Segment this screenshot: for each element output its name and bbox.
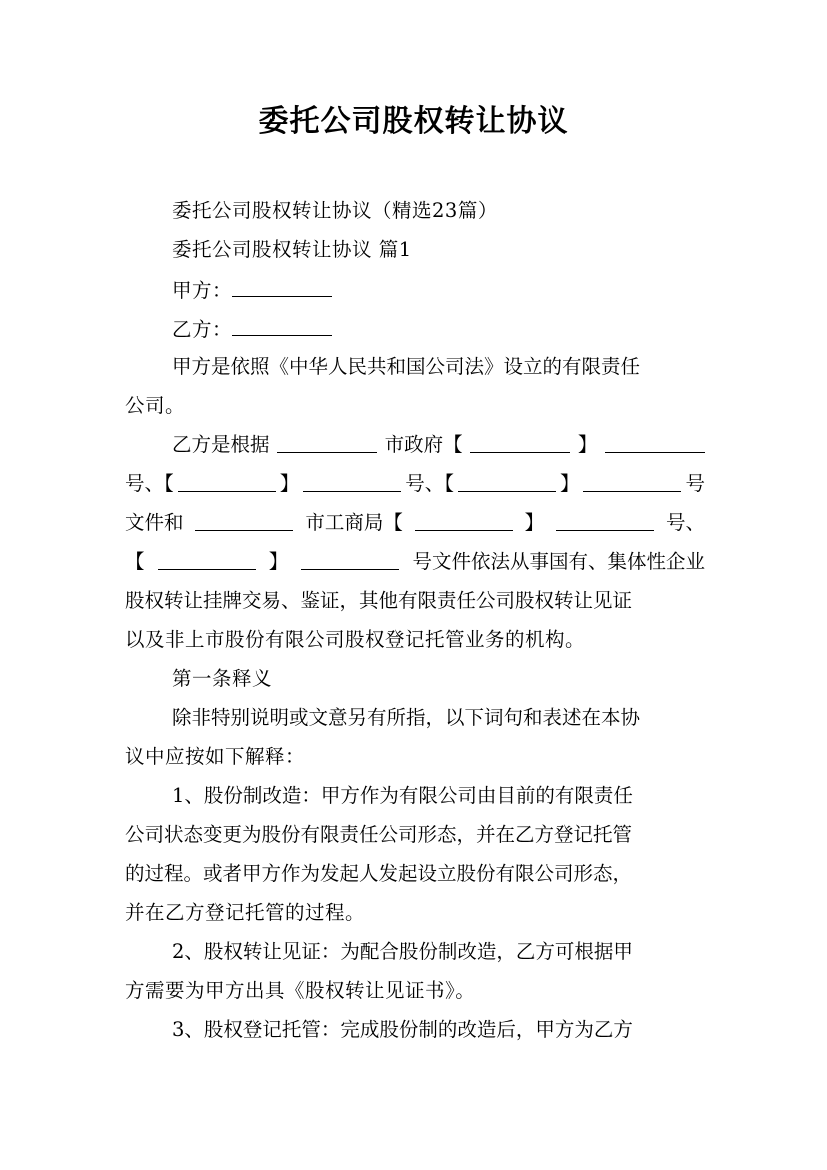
party-b-label: 乙方：	[172, 318, 233, 341]
text-segment: 号、【	[125, 472, 174, 495]
text-segment: 乙方是根据	[172, 433, 270, 456]
paragraph-line	[172, 783, 705, 809]
text-segment: 号	[685, 472, 705, 495]
paragraph-text: 甲方是依照《中华人民共和国公司法》设立的有限责任	[172, 355, 641, 378]
paragraph-line	[125, 822, 705, 848]
paragraph-line: 并在乙方登记托管的过程。	[125, 901, 366, 924]
paragraph-line	[125, 861, 705, 887]
text-segment: 市工商局【	[305, 511, 403, 534]
paragraph-line	[125, 471, 705, 497]
paragraph-line: 议中应按如下解释：	[125, 745, 306, 768]
party-a-line	[172, 276, 705, 304]
fill-blank	[277, 432, 377, 453]
party-a-label: 甲方：	[172, 279, 233, 302]
paragraph-line	[125, 549, 705, 575]
paragraph-line	[172, 939, 705, 965]
fill-blank	[303, 471, 401, 492]
fill-blank	[415, 510, 513, 531]
text-segment: 号文件依法从事国有、集体性企业	[412, 550, 705, 573]
fill-blank	[556, 510, 654, 531]
subtitle-line: 委托公司股权转让协议（精选23篇）	[172, 199, 498, 222]
fill-blank	[301, 549, 399, 570]
paragraph-line: 方需要为甲方出具《股权转让见证书》。	[125, 979, 476, 1002]
fill-blank	[583, 471, 681, 492]
paragraph-line	[125, 588, 705, 614]
text-segment: 】	[577, 433, 598, 456]
text-segment: 的过程。或者甲方作为发起人发起设立股份有限公司形态，	[125, 862, 633, 885]
text-segment: 2、股权转让见证：为配合股份制改造，乙方可根据甲	[172, 940, 633, 963]
paragraph-line: 公司。	[125, 394, 186, 417]
party-b-line	[172, 315, 705, 343]
fill-blank	[605, 432, 705, 453]
paragraph-line	[172, 705, 705, 731]
fill-blank	[458, 471, 556, 492]
paragraph-line	[125, 510, 705, 536]
text-segment: 号、	[665, 511, 705, 534]
document-title: 委托公司股权转让协议	[258, 104, 569, 139]
text-segment: 1、股份制改造：甲方作为有限公司由目前的有限责任	[172, 784, 633, 807]
section-heading: 委托公司股权转让协议 篇1	[172, 238, 412, 261]
paragraph-line: 以及非上市股份有限公司股权登记托管业务的机构。	[125, 628, 586, 651]
text-segment: 文件和	[125, 511, 184, 534]
text-segment: 号、【	[405, 472, 454, 495]
paragraph-line	[172, 432, 705, 458]
text-segment: 3、股权登记托管：完成股份制的改造后，甲方为乙方	[172, 1018, 633, 1041]
text-segment: 】	[524, 511, 545, 534]
text-segment: 除非特别说明或文意另有所指，以下词句和表述在本协	[172, 706, 641, 729]
text-segment: 】	[268, 550, 289, 573]
text-segment: 市政府【	[384, 433, 463, 456]
party-a-blank	[232, 276, 332, 297]
fill-blank	[195, 510, 293, 531]
fill-blank	[470, 432, 570, 453]
text-segment: 】	[279, 472, 300, 495]
paragraph-line	[172, 354, 705, 380]
text-segment: 股权转让挂牌交易、鉴证，其他有限责任公司股权转让见证	[125, 589, 633, 612]
fill-blank	[178, 471, 276, 492]
text-segment: 公司状态变更为股份有限责任公司形态，并在乙方登记托管	[125, 823, 633, 846]
fill-blank	[158, 549, 256, 570]
article-heading: 第一条释义	[172, 667, 273, 690]
paragraph-line	[172, 1017, 705, 1043]
party-b-blank	[232, 315, 332, 336]
text-segment: 【	[125, 550, 145, 573]
text-segment: 】	[559, 472, 580, 495]
